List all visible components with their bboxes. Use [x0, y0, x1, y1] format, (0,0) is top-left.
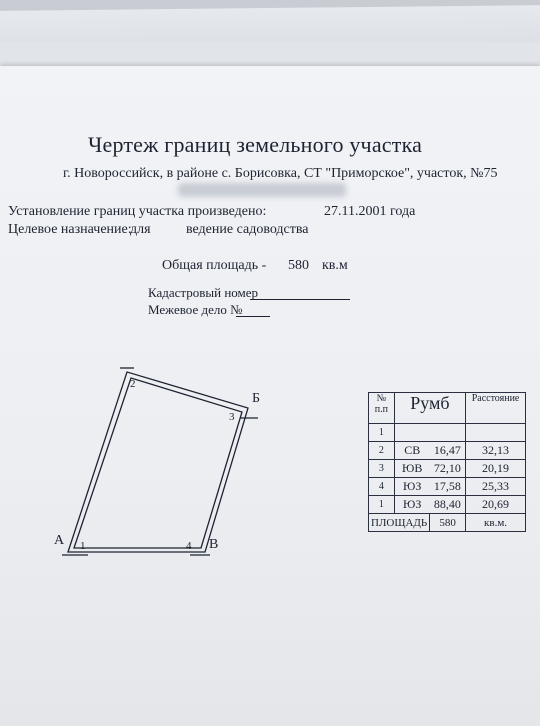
row-no: 1	[369, 424, 395, 442]
row-dist	[466, 424, 526, 442]
purpose-label: Целевое назначение:	[8, 222, 132, 237]
row-dir	[394, 424, 430, 442]
row-deg	[430, 424, 466, 442]
boundary-case-label: Межевое дело №	[148, 302, 243, 317]
row-deg: 16,47	[430, 442, 466, 460]
vertex-1-label: 1	[80, 540, 86, 552]
cadastral-label: Кадастровый номер	[148, 285, 259, 300]
area-label: Общая площадь -	[162, 258, 267, 273]
row-dir: СВ	[394, 442, 430, 460]
row-dir: ЮЗ	[394, 478, 430, 496]
row-no: 1	[369, 496, 395, 514]
corner-b-label: Б	[252, 391, 261, 406]
document-page	[0, 66, 540, 726]
row-deg: 17,58	[430, 478, 466, 496]
purpose-for: для	[130, 222, 151, 237]
row-deg: 72,10	[430, 460, 466, 478]
plot-address: г. Новороссийск, в районе с. Борисовка, СТ "Приморское", участок, №75	[63, 166, 498, 181]
rumb-table-header	[369, 393, 526, 424]
vertex-3-label: 3	[229, 411, 235, 423]
footer-value: 580	[430, 514, 466, 532]
header-distance: Расстояние	[466, 393, 526, 424]
establishment-date: 27.11.2001 года	[324, 204, 416, 219]
header-rumb: Румб	[394, 393, 465, 424]
corner-v-label: В	[209, 537, 219, 552]
area-unit: кв.м	[322, 258, 348, 273]
table-row	[369, 460, 526, 478]
row-dist: 20,69	[466, 496, 526, 514]
footer-label: ПЛОЩАДЬ	[369, 514, 430, 532]
table-row	[369, 478, 526, 496]
vertex-4-label: 4	[186, 540, 192, 552]
row-dist: 32,13	[466, 442, 526, 460]
plot-outline	[62, 368, 261, 555]
row-dir: ЮВ	[394, 460, 430, 478]
corner-a-label: А	[54, 533, 65, 548]
row-dist: 20,19	[466, 460, 526, 478]
row-dir: ЮЗ	[394, 496, 430, 514]
row-dist: 25,33	[466, 478, 526, 496]
table-row	[369, 496, 526, 514]
purpose-value: ведение садоводства	[186, 222, 309, 237]
row-no: 4	[369, 478, 395, 496]
establishment-label: Установление границ участка произведено:	[8, 204, 267, 219]
rumb-table-footer	[369, 514, 526, 532]
footer-unit: кв.м.	[466, 514, 526, 532]
row-no: 2	[369, 442, 395, 460]
table-row	[369, 442, 526, 460]
row-deg: 88,40	[430, 496, 466, 514]
area-value: 580	[288, 258, 309, 273]
header-no: № п.п	[369, 393, 395, 424]
document-title: Чертеж границ земельного участка	[88, 132, 423, 157]
table-row	[369, 424, 526, 442]
rumb-table	[368, 392, 526, 532]
row-no: 3	[369, 460, 395, 478]
vertex-2-label: 2	[130, 378, 136, 390]
